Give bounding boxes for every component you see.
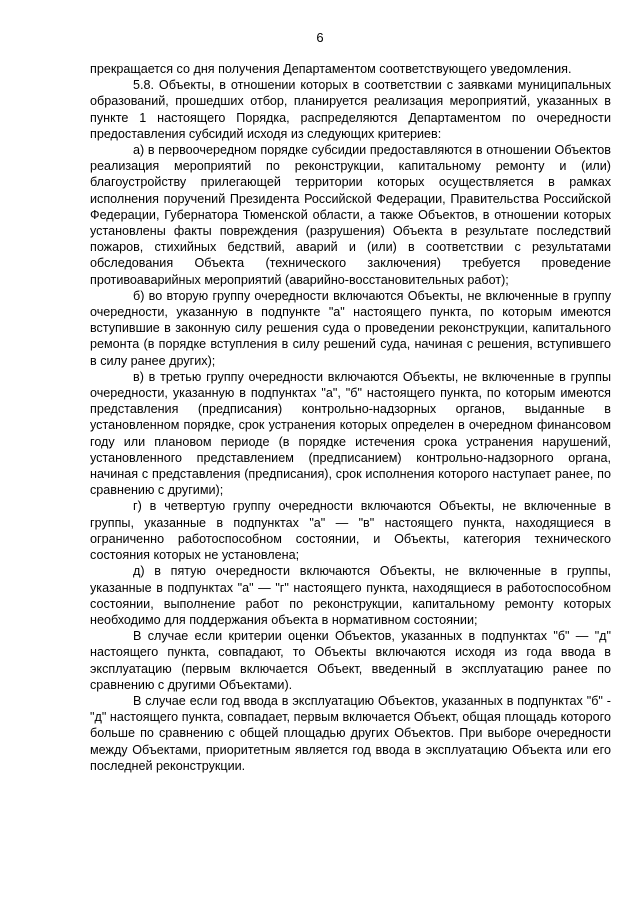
document-body [90, 61, 611, 774]
paragraph-subitem-v: в) в третью группу очередности включаются Объекты, не включенные в группы очередности, указанную в подпунктах "а", "б" настоящего пункта, по которым имеются представления (предписания) контрольно-надзорных органов, выданные в установленном порядке, срок устранения которых определен в очередном финансовом году или плановом периоде (в порядке истечения срока устранения нарушений, установленного представлением (предписанием) контрольно-надзорного органа, начиная с представления (предписания), срок исполнения которого наступает ранее, по сравнению с другими); [90, 369, 611, 498]
paragraph-continuation: прекращается со дня получения Департаментом соответствующего уведомления. [90, 62, 572, 76]
paragraph-5-8: 5.8. Объекты, в отношении которых в соответствии с заявками муниципальных образований, прошедших отбор, планируется реализация мероприятий, указанных в пункте 1 настоящего Порядка, распределяются Департаментом по очередности предоставления субсидий исходя из следующих критериев: [90, 78, 611, 141]
paragraph-subitem-d: д) в пятую очередности включаются Объекты, не включенные в группы, указанные в подпунктах "а" — "г" настоящего пункта, находящиеся в работоспособном состоянии, выполнение работ по реконструкции, капитальному ремонту которых необходимо для поддержания объекта в нормативном состоянии; [90, 564, 611, 627]
page-number: 6 [316, 30, 324, 45]
paragraph-subitem-a: а) в первоочередном порядке субсидии предоставляются в отношении Объектов реализация мероприятий по реконструкции, капитальному ремонту и (или) благоустройству прилегающей территории которых осуществляется в рамках исполнения поручений Президента Российской Федерации, Правительства Российской Федерации, Губернатора Тюменской области, а также Объектов, в отношении которых установлены факты повреждения (разрушения) Объекта в результате последствий пожаров, стихийных бедствий, аварий и (или) в соответствии с результатами обследования Объекта (технического заключения) требуется проведение противоаварийных мероприятий (аварийно-восстановительных работ); [90, 143, 611, 287]
paragraph-subitem-g: г) в четвертую группу очередности включаются Объекты, не включенные в группы, указанные в подпунктах "а" — "в" настоящего пункта, находящиеся в ограниченно работоспособном состоянии, и Объекты, категория технического состояния которых не установлена; [90, 499, 611, 563]
paragraph-year-match: В случае если год ввода в эксплуатацию Объектов, указанных в подпунктах "б" - "д" настоящего пункта, совпадает, первым включается Объект, общая площадь которого больше по сравнению с общей площадью других Объектов. При выборе очередности между Объектами, приоритетным является год ввода в эксплуатацию Объекта или его последней реконструкции. [90, 693, 611, 773]
paragraph-subitem-b: б) во вторую группу очередности включаются Объекты, не включенные в группу очередности, указанную в подпункте "а" настоящего пункта, по которым имеются вступившие в законную силу решения суда о проведении реконструкции, капитального ремонта (в порядке вступления в силу решений суда, начиная с решения, вступившего в силу ранее других); [90, 288, 611, 368]
paragraph-criteria-match: В случае если критерии оценки Объектов, указанных в подпунктах "б" — "д" настоящего пункта, совпадают, то Объекты включаются исходя из года ввода в эксплуатацию (первым включается Объект, введенный в эксплуатацию ранее по сравнению с другими Объектами). [90, 629, 611, 692]
